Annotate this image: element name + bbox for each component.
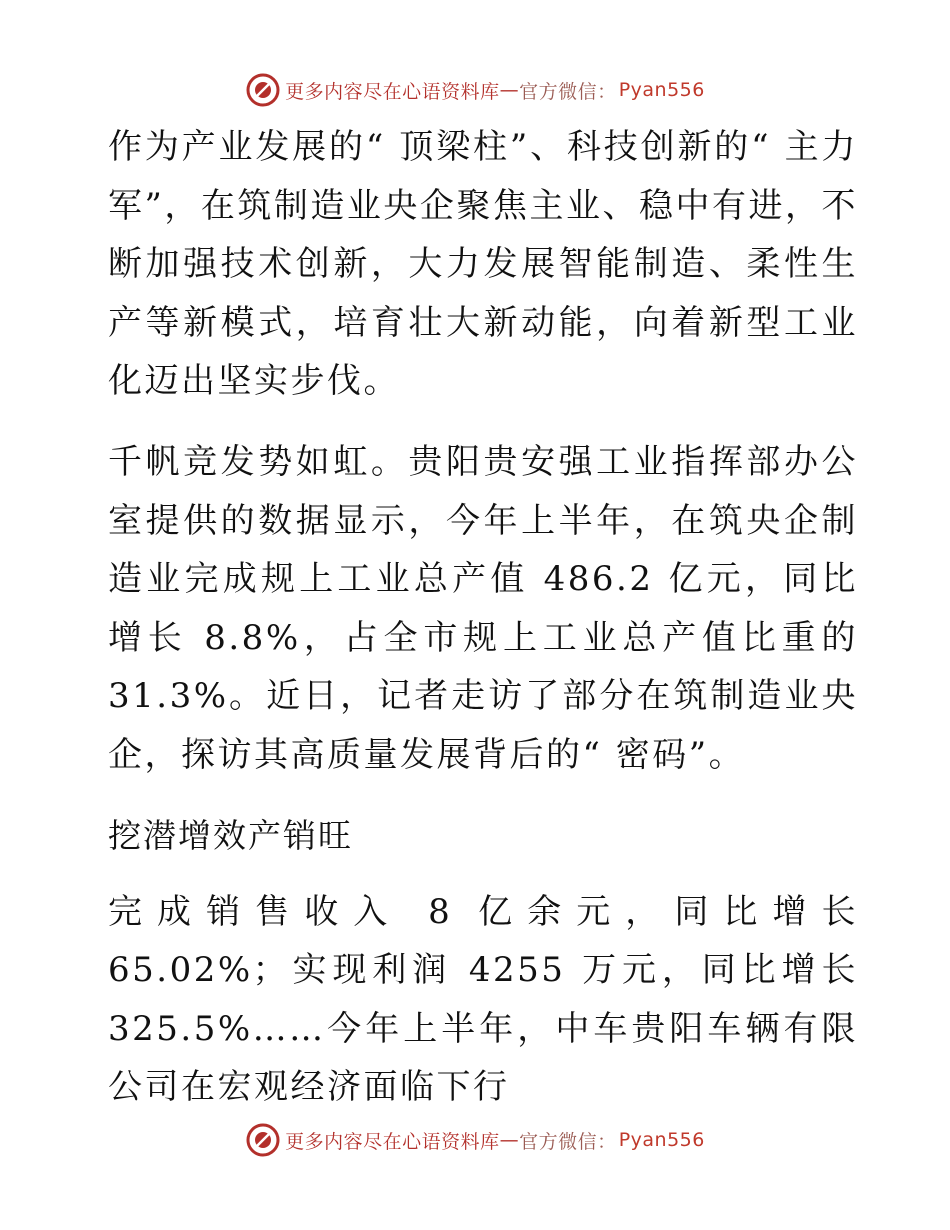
watermark-wechat-handle: Pyan556 (618, 1129, 705, 1151)
watermark-site-text: 更多内容尽在心语资料库 (285, 1130, 500, 1153)
watermark-site-text: 更多内容尽在心语资料库 (285, 80, 500, 103)
seal-logo-icon (245, 72, 281, 108)
section-heading: 挖潜增效产销旺 (108, 815, 353, 855)
paragraph-intro: 作为产业发展的“ 顶梁柱”、科技创新的“ 主力军”，在筑制造业央企聚焦主业、稳中有进，不断加强技术创新，大力发展智能制造、柔性生产等新模式，培育壮大新动能，向着新型工业化迈出坚实步伐。 (108, 127, 858, 402)
watermark-separator: — (499, 1129, 520, 1151)
paragraph-data: 千帆竞发势如虹。贵阳贵安强工业指挥部办公室提供的数据显示，今年上半年，在筑央企制造业完成规上工业总产值 486.2 亿元，同比增长 8.8%，占全市规上工业总产值比重的 31.3%。近日，记者走访了部分在筑制造业央企，探访其高质量发展背后的“ 密码”。 (108, 441, 858, 775)
document-body (98, 118, 858, 1139)
watermark-wechat-label: 官方微信： (519, 1130, 617, 1153)
paragraph-sales: 完成销售收入 8 亿余元，同比增长 65.02%；实现利润 4255 万元，同比增长 325.5%……今年上半年，中车贵阳车辆有限公司在宏观经济面临下行 (108, 891, 858, 1108)
seal-logo-icon (245, 1122, 281, 1158)
watermark-separator: — (499, 79, 520, 101)
header-watermark (0, 72, 950, 108)
watermark-wechat-label: 官方微信： (519, 80, 617, 103)
footer-watermark (0, 1122, 950, 1158)
watermark-wechat-handle: Pyan556 (618, 79, 705, 101)
